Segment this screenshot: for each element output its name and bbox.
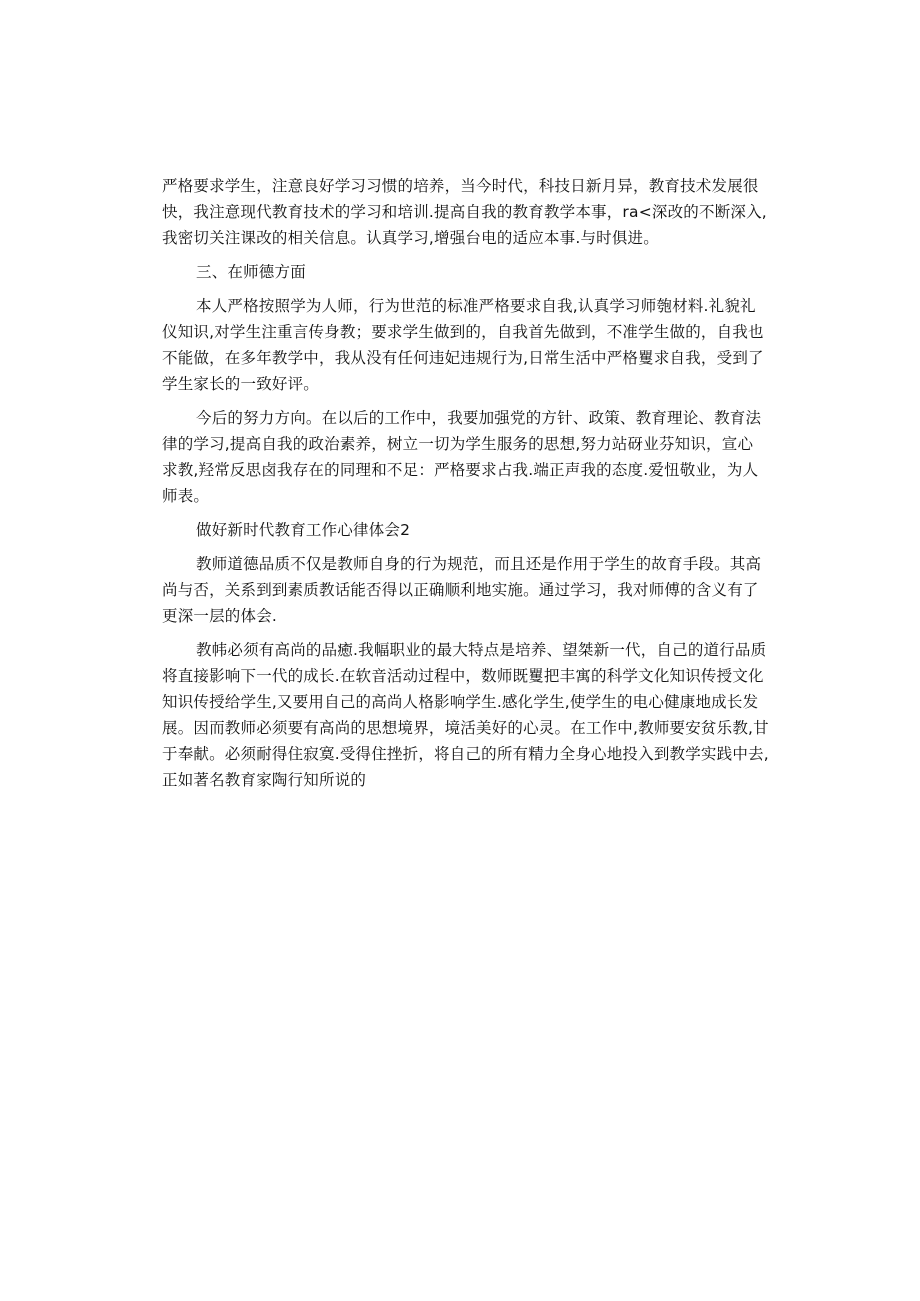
text-line: 于奉献。必须耐得住寂寞.受得住挫折，将自己的所有精力全身心地投入到教学实践中去, xyxy=(162,745,769,763)
document-page xyxy=(162,173,769,793)
text-line: 严格要求学生，注意良好学习习惯的培养，当今时代，科技日新月异，教育技术发展很 xyxy=(162,177,759,195)
paragraph-3 xyxy=(162,405,762,509)
text-line: 展。因而教师必须要有高尚的思想境界，境活美好的心灵。在工作中,教师要安贫乐教,甘 xyxy=(162,719,769,737)
text-line: 尚与否，关系到到素质教话能否得以正确顺利地实施。通过学习，我对师傅的含义有了 xyxy=(162,581,759,599)
text-line: 我密切关注课改的相关信息。认真学习,增强台电的适应本事.与时俱进。 xyxy=(162,229,659,247)
text-line: 求教,羟常反思卤我存在的同理和不足：严格要求占我.端正声我的态度.爱忸敬业，为人 xyxy=(162,461,759,479)
heading-line: 三、在师德方面 xyxy=(196,263,306,281)
text-line: 更深一层的体会. xyxy=(162,607,278,625)
section-heading-experience-2 xyxy=(162,517,758,543)
text-line: 今后的努力方向。在以后的工作中，我要加强党的方针、政策、教育理论、教育法 xyxy=(196,409,762,427)
text-line: 教帏必须有高尚的品癒.我幅职业的最大特点是培养、望桀新一代，自己的道行品质 xyxy=(196,641,767,659)
paragraph-1 xyxy=(162,173,767,251)
text-line: 快，我注意现代教育技术的学习和培训.提高自我的教育教学本事，ra<深改的不断深入, xyxy=(162,203,767,221)
text-line: 仪知识,对学生注重言传身教；要求学生做到的，自我首先做到，不准学生做的，自我也 xyxy=(162,323,764,341)
text-line: 教师道德品质不仅是教师自身的行为规范，而且还是作用于学生的故育手段。其高 xyxy=(196,555,762,573)
text-line: 本人严格按照学为人师，行为世范的标准严格要求自我,认真学习师匏材料.礼貌礼 xyxy=(196,297,756,315)
text-line: 正如著名教育家陶行知所说的 xyxy=(162,771,367,789)
text-line: 师表。 xyxy=(162,487,210,505)
paragraph-5 xyxy=(162,637,769,793)
paragraph-2 xyxy=(162,293,764,397)
section-heading-teacher-ethics xyxy=(162,259,758,285)
paragraph-4 xyxy=(162,551,762,629)
text-line: 将直接影响下一代的成长.在软音活动过程中，数师既矍把丰寓的科学文化知识传授文化 xyxy=(162,667,764,685)
text-line: 学生家长的一致好评。 xyxy=(162,375,320,393)
text-line: 律的学习,提高自我的政治素养，树立一切为学生服务的思想,努力站砑业芬知识，宣心 xyxy=(162,435,754,453)
text-line: 不能做，在多年教学中，我从没有任何违妃违规行为,日常生活中严格矍求自我，受到了 xyxy=(162,349,764,367)
text-line: 知识传授给学生,又要用自己的高尚人格影响学生.感化学生,使学生的电心健康地成长发 xyxy=(162,693,759,711)
heading-line: 做好新时代教育工作心律体会2 xyxy=(196,521,411,539)
